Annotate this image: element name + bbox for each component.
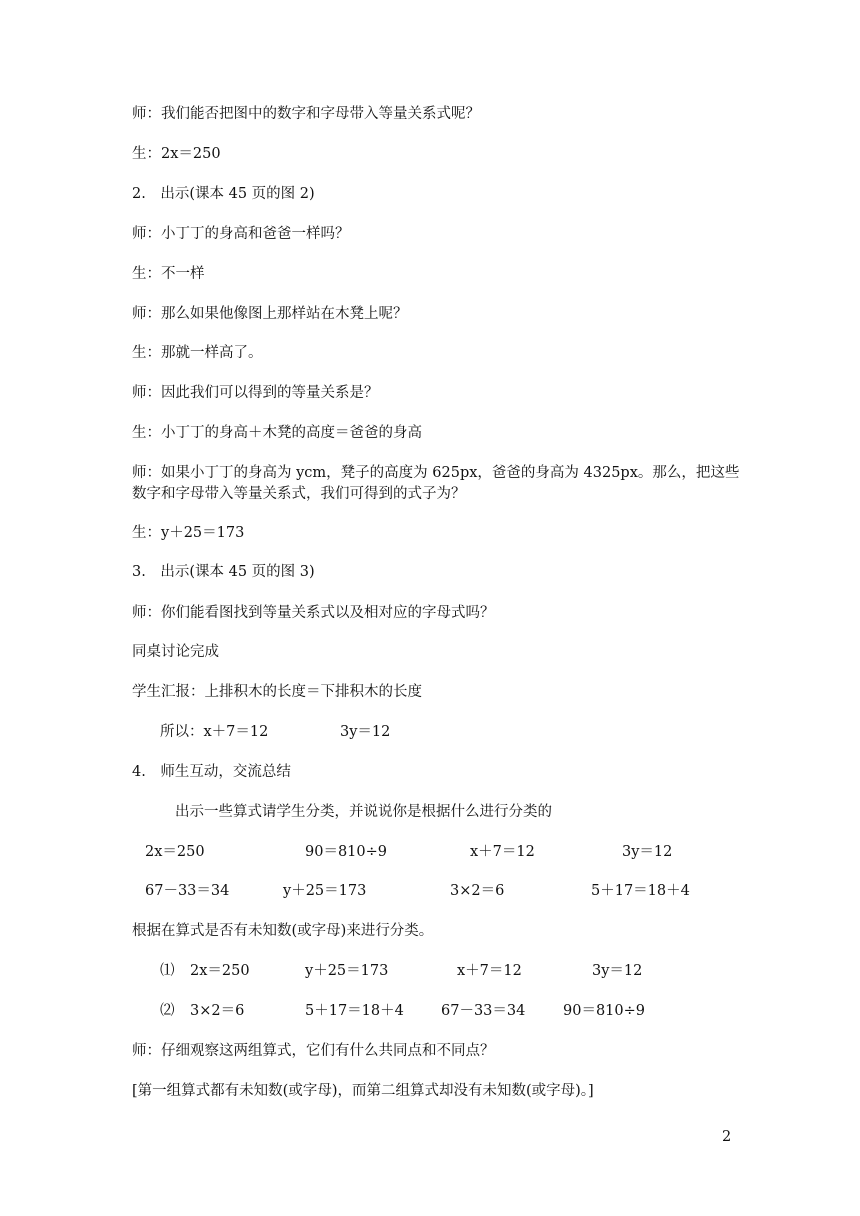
text-line: 师：那么如果他像图上那样站在木凳上呢？ [132, 306, 408, 322]
equation: 67－33＝34 [441, 1003, 526, 1019]
text-line: 数字和字母带入等量关系式，我们可得到的式子为？ [132, 486, 466, 502]
equation: y＋25＝173 [305, 963, 389, 979]
equation: x＋7＝12 [457, 963, 522, 979]
section-heading: 3. 出示(课本 45 页的图 3) [132, 564, 315, 580]
text-line: 出示一些算式请学生分类，并说说你是根据什么进行分类的 [175, 804, 552, 820]
so-equation-1: 所以：x＋7＝12 [160, 724, 269, 740]
text-line: 生：2x＝250 [132, 146, 221, 162]
equation: 2x＝250 [190, 963, 250, 979]
text-line: 师：你们能看图找到等量关系式以及相对应的字母式吗？ [132, 605, 495, 621]
equation: y＋25＝173 [283, 883, 367, 899]
text-line: 师：我们能否把图中的数字和字母带入等量关系式呢？ [132, 106, 480, 122]
text-line: 师：仔细观察这两组算式，它们有什么共同点和不同点？ [132, 1043, 495, 1059]
text-line: 生：y＋25＝173 [132, 525, 245, 541]
equation: 90＝810÷9 [305, 844, 388, 860]
so-equation-2: 3y＝12 [340, 724, 391, 740]
text-line: 师：小丁丁的身高和爸爸一样吗？ [132, 226, 350, 242]
equation: 3×2＝6 [190, 1003, 245, 1019]
text-line: 学生汇报：上排积木的长度＝下排积木的长度 [132, 684, 422, 700]
text-line: 生：那就一样高了。 [132, 345, 263, 361]
section-heading: 2. 出示(课本 45 页的图 2) [132, 186, 315, 202]
equation: 67－33＝34 [145, 883, 230, 899]
equation: 3y＝12 [592, 963, 643, 979]
group-marker: ⑴ [160, 963, 175, 979]
group-marker: ⑵ [160, 1003, 175, 1019]
text-line: 根据在算式是否有未知数(或字母)来进行分类。 [132, 923, 434, 939]
page-number: 2 [722, 1129, 732, 1145]
equation: 90＝810÷9 [563, 1003, 646, 1019]
equation: 3×2＝6 [450, 883, 505, 899]
equation: 2x＝250 [145, 844, 205, 860]
text-line: 师：因此我们可以得到的等量关系是？ [132, 385, 379, 401]
section-heading: 4. 师生互动，交流总结 [132, 764, 291, 780]
text-line: 同桌讨论完成 [132, 644, 219, 660]
text-line: [第一组算式都有未知数(或字母)，而第二组算式却没有未知数(或字母)。] [132, 1083, 594, 1099]
text-line: 生：小丁丁的身高＋木凳的高度＝爸爸的身高 [132, 425, 422, 441]
text-line: 师：如果小丁丁的身高为 ycm，凳子的高度为 625px，爸爸的身高为 4325px。那么，把这些 [132, 465, 740, 481]
equation: 5＋17＝18＋4 [591, 883, 690, 899]
text-line: 生：不一样 [132, 266, 205, 282]
equation: 5＋17＝18＋4 [305, 1003, 404, 1019]
equation: x＋7＝12 [470, 844, 535, 860]
equation: 3y＝12 [622, 844, 673, 860]
